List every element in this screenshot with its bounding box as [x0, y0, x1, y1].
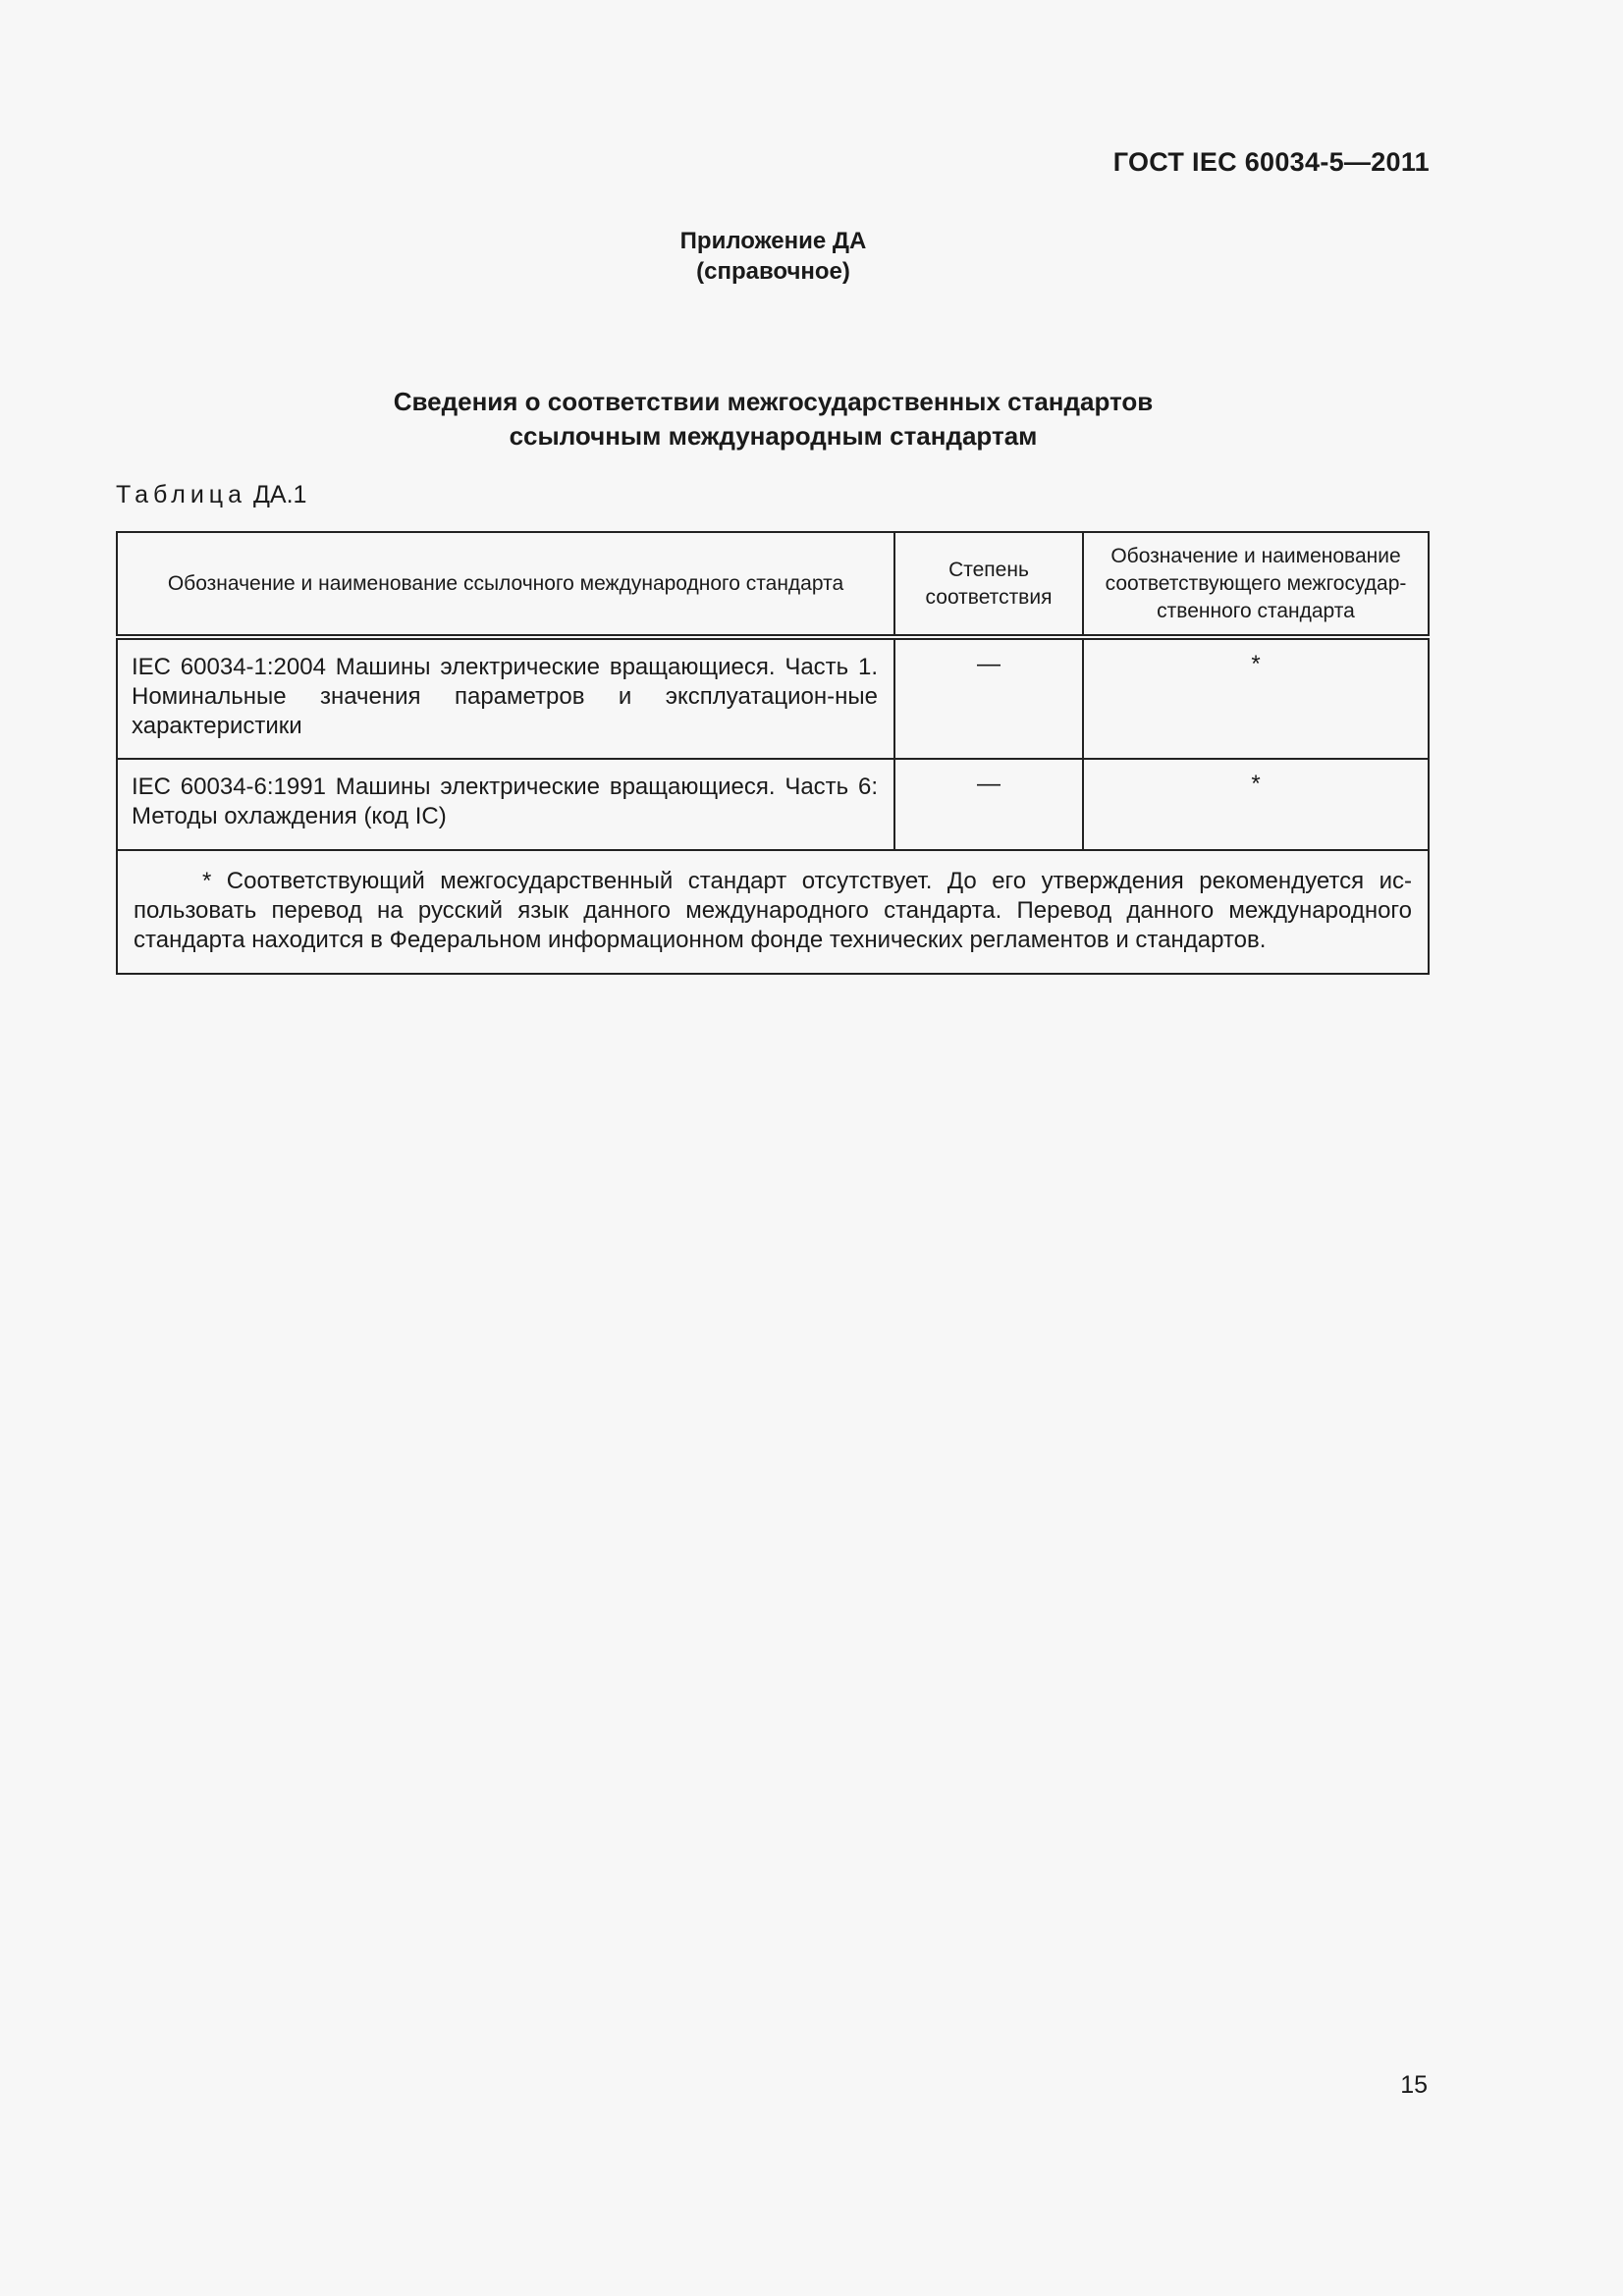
table-footnote-row: [117, 850, 1429, 974]
header-degree-of-conformity: Степень соответствия: [894, 532, 1083, 637]
table-caption-word: Таблица: [116, 481, 247, 508]
table-caption-id: ДА.1: [252, 481, 307, 508]
appendix-subtitle: (справочное): [696, 258, 850, 285]
table-caption: [116, 481, 306, 509]
document-code: ГОСТ IEC 60034-5—2011: [1112, 147, 1430, 177]
header-reference-standard: Обозначение и наименование ссылочного международного стандарта: [117, 532, 894, 637]
reference-standard-cell: IEC 60034-1:2004 Машины электрические вращающиеся. Часть 1. Номинальные значения параметров и эксплуатацион-ные характеристики: [117, 637, 894, 759]
appendix-title: Приложение ДА: [679, 228, 867, 254]
section-title-line-2: ссылочным международным стандартам: [509, 421, 1038, 451]
header-national-standard: Обозначение и наименование соответствующего межгосудар-ственного стандарта: [1083, 532, 1429, 637]
section-title: [0, 385, 1546, 454]
national-standard-cell: *: [1083, 637, 1429, 759]
table-row: [117, 637, 1429, 759]
degree-cell: —: [894, 637, 1083, 759]
reference-standard-cell: IEC 60034-6:1991 Машины электрические вращающиеся. Часть 6: Методы охлаждения (код IC): [117, 759, 894, 850]
standards-correspondence-table: [116, 531, 1430, 975]
table-header-row: [117, 532, 1429, 637]
section-title-line-1: Сведения о соответствии межгосударственных стандартов: [393, 387, 1154, 416]
table-footnote: * Соответствующий межгосударственный стандарт отсутствует. До его утверждения рекомендуется ис-пользовать перевод на русский язык данного международного стандарта. Перевод данного международного стандарта находится в Федеральном информационном фонде технических регламентов и стандартов.: [117, 850, 1429, 974]
appendix-heading: [0, 226, 1546, 287]
degree-cell: —: [894, 759, 1083, 850]
national-standard-cell: *: [1083, 759, 1429, 850]
page-number: 15: [1400, 2071, 1428, 2099]
table-row: [117, 759, 1429, 850]
